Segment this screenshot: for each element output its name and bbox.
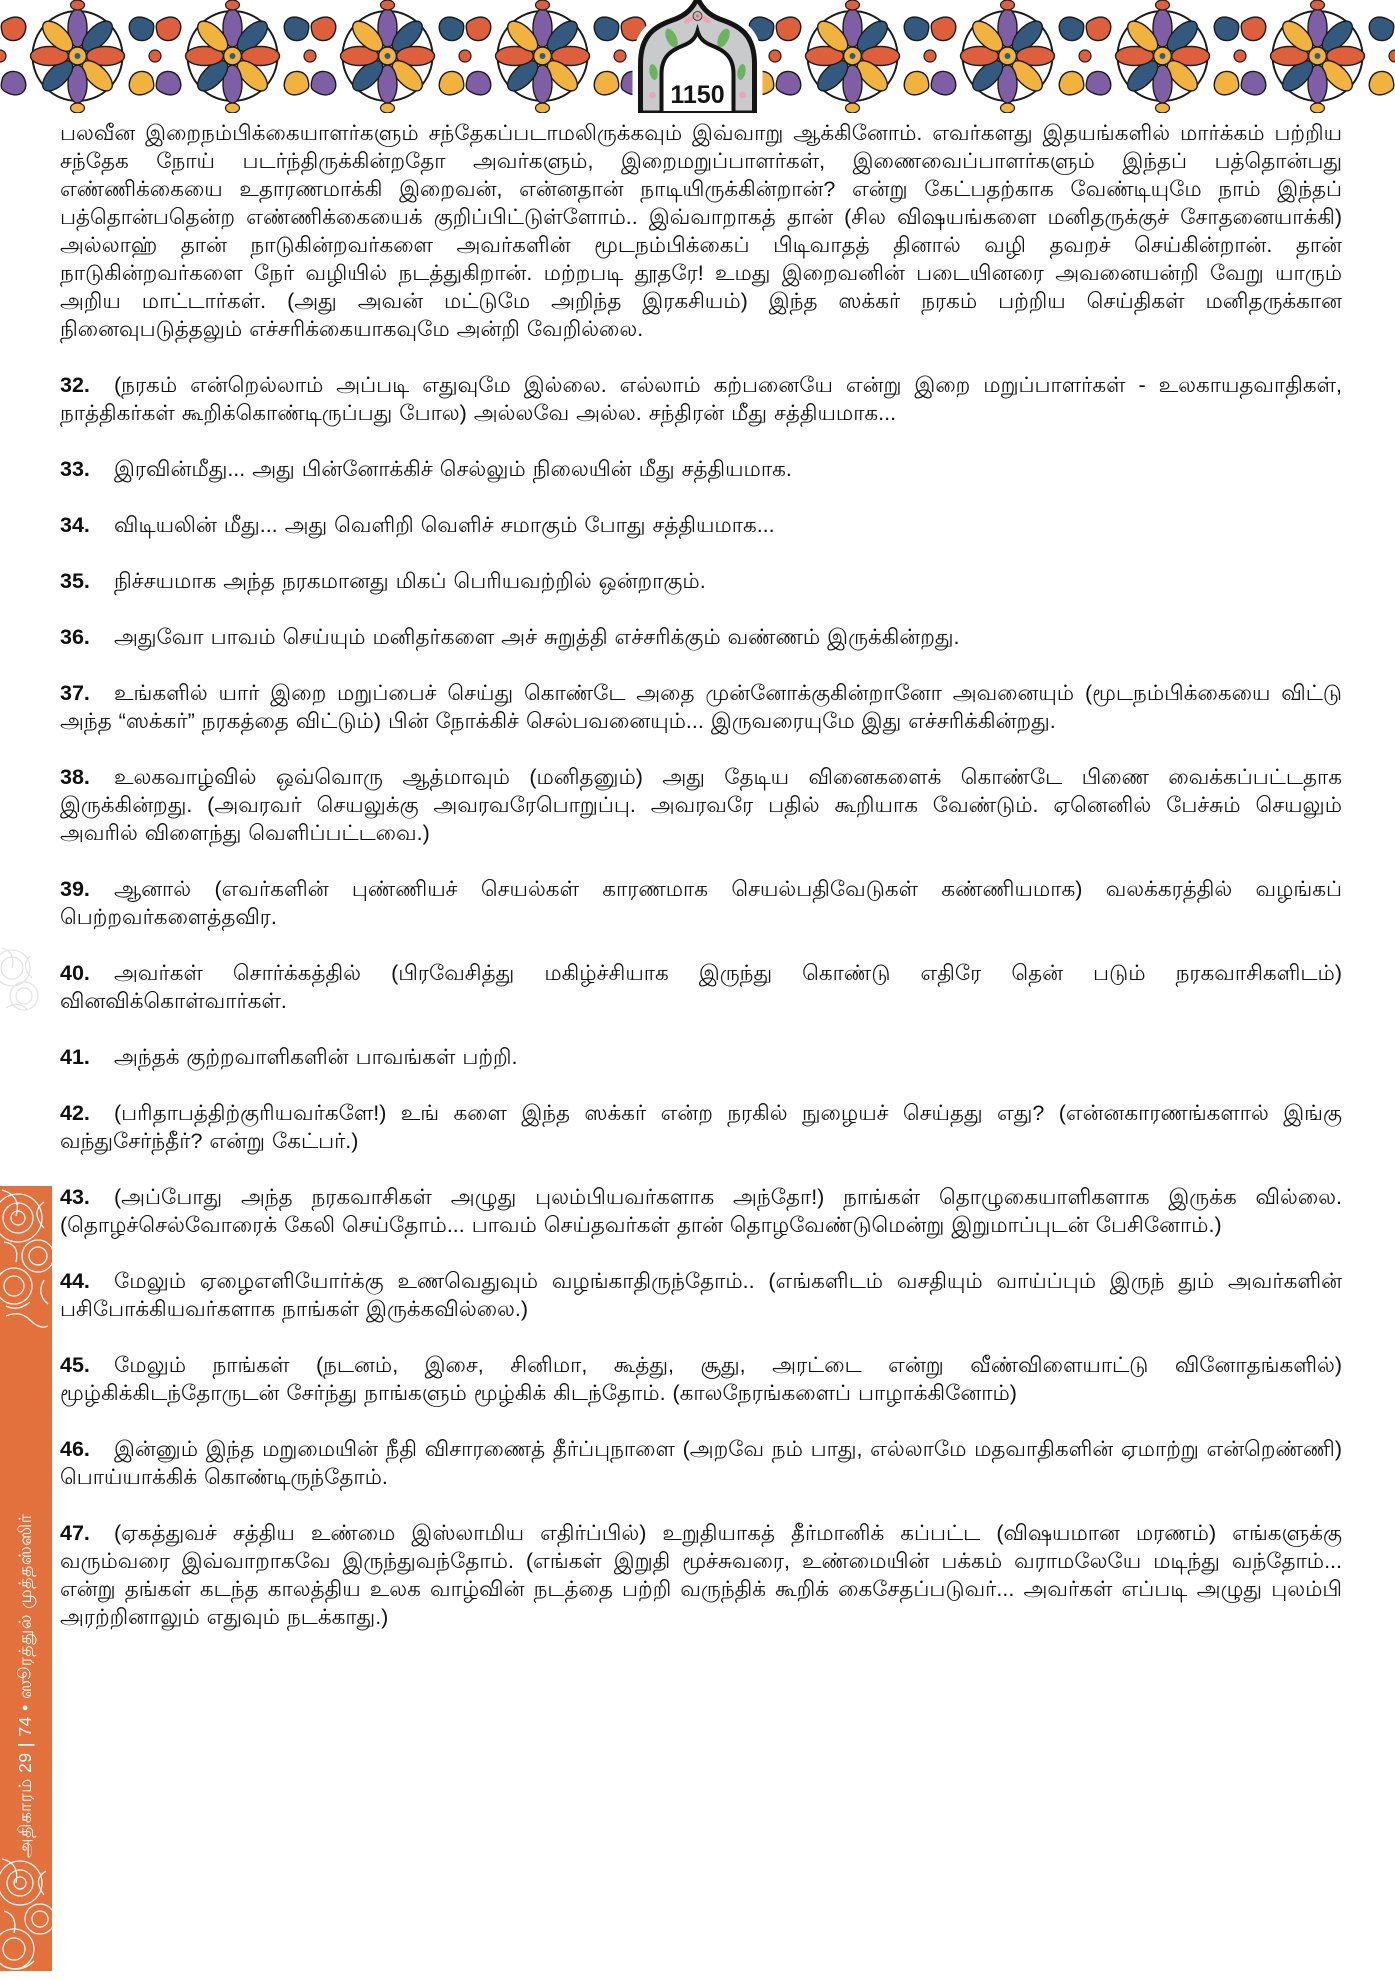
lace-ornament-top <box>0 1184 52 1334</box>
chapter-sidebar <box>0 1186 52 1971</box>
verse-text: அவர்கள் சொர்க்கத்தில் (பிரவேசித்து மகிழ்ச்சியாக இருந்து கொண்டு எதிரே தென் படும் நரகவாசிகளிடம்) வினவிக்கொள்வார்கள். <box>60 961 1342 1013</box>
verse-number: 40. <box>60 961 90 985</box>
verse-paragraph <box>60 1519 1342 1631</box>
verse-text: (ஏகத்துவச் சத்திய உண்மை இஸ்லாமிய எதிர்ப்பில்) உறுதியாகத் தீர்மானிக் கப்பட்ட (விஷயமான மரணம்) எங்களுக்கு வரும்வரை இவ்வாறாகவே இருந்துவந்தோம். (எங்கள் இறுதி மூச்சுவரை, உண்மையின் பக்கம் வராமலேயே மடிந்து வந்தோம்... என்று தங்கள் கடந்த காலத்திய உலக வாழ்வின் நடத்தை பற்றி வருந்திக் கூறிக் கைசேதப்படுவர்... அவர்கள் எப்படி அழுது புலம்பி அரற்றினாலும் எதுவும் நடக்காது.) <box>60 1521 1342 1629</box>
verse-number: 37. <box>60 681 90 705</box>
verse-text: விடியலின் மீது... அது வெளிறி வெளிச் சமாகும் போது சத்தியமாக... <box>114 513 775 537</box>
verse-text: மேலும் நாங்கள் (நடனம், இசை, சினிமா, கூத்து, சூது, அரட்டை என்று வீண்விளையாட்டு வினோதங்களில்) மூழ்கிக்கிடந்தோருடன் சேர்ந்து நாங்களும் மூழ்கிக் கிடந்தோம். (காலநேரங்களைப் பாழாக்கினோம்) <box>60 1353 1342 1405</box>
verse-number: 47. <box>60 1521 90 1545</box>
verse-paragraph <box>60 455 1342 483</box>
verse-text: அந்தக் குற்றவாளிகளின் பாவங்கள் பற்றி. <box>114 1045 518 1069</box>
verse-paragraph <box>60 1267 1342 1323</box>
verse-paragraph <box>60 567 1342 595</box>
chapter-label: அதிகாரம் 29 | 74 • ஸூரத்துல் முத்தஸ்ஸிர் <box>15 1513 35 1858</box>
verse-number: 35. <box>60 569 90 593</box>
verse-number: 46. <box>60 1437 90 1461</box>
verse-number: 43. <box>60 1185 90 1209</box>
verse-text: (பரிதாபத்திற்குரியவர்களே!) உங் களை இந்த ஸக்கர் என்ற நரகில் நுழையச் செய்தது எது? (என்னகாரணங்களால் இங்கு வந்துசேர்ந்தீர்? என்று கேட்பர்.) <box>60 1101 1342 1153</box>
verse-paragraph <box>60 1183 1342 1239</box>
verse-paragraph <box>60 511 1342 539</box>
verse-paragraph <box>60 875 1342 931</box>
verse-text: (நரகம் என்றெல்லாம் அப்படி எதுவுமே இல்லை. எல்லாம் கற்பனையே என்று இறை மறுப்பாளர்கள் - உலகாயதவாதிகள், நாத்திகர்கள் கூறிக்கொண்டிருப்பது போல) அல்லவே அல்ல. சந்திரன் மீது சத்தியமாக... <box>60 373 1342 425</box>
border-pattern-svg <box>0 0 1395 113</box>
verse-number: 44. <box>60 1269 90 1293</box>
faint-lace-ornament <box>0 938 44 1022</box>
verse-list <box>60 371 1342 1631</box>
verse-text: உங்களில் யார் இறை மறுப்பைச் செய்து கொண்டே அதை முன்னோக்குகின்றானோ அவனையும் (மூடநம்பிக்கையை விட்டு அந்த “ஸக்கர்” நரகத்தை விட்டும்) பின் நோக்கிச் செல்பவனையும்... இருவரையுமே இது எச்சரிக்கின்றது. <box>60 681 1342 733</box>
verse-number: 36. <box>60 625 90 649</box>
verse-text: ஆனால் (எவர்களின் புண்ணியச் செயல்கள் காரணமாக செயல்பதிவேடுகள் கண்ணியமாக) வலக்கரத்தில் வழங்கப் பெற்றவர்களைத்தவிர. <box>60 877 1342 929</box>
verse-paragraph <box>60 371 1342 427</box>
verse-paragraph <box>60 623 1342 651</box>
verse-number: 45. <box>60 1353 90 1377</box>
verse-text: இன்னும் இந்த மறுமையின் நீதி விசாரணைத் தீர்ப்புநாளை (அறவே நம் பாது, எல்லாமே மதவாதிகளின் ஏமாற்று என்றெண்ணி) பொய்யாக்கிக் கொண்டிருந்தோம். <box>60 1437 1342 1489</box>
verse-number: 41. <box>60 1045 90 1069</box>
verse-paragraph <box>60 1043 1342 1071</box>
verse-paragraph <box>60 679 1342 735</box>
verse-text: இரவின்மீது... அது பின்னோக்கிச் செல்லும் நிலையின் மீது சத்தியமாக. <box>114 457 792 481</box>
text-content <box>60 119 1342 1659</box>
verse-number: 38. <box>60 765 90 789</box>
verse-paragraph <box>60 1351 1342 1407</box>
lace-ornament-bottom <box>0 1849 52 1979</box>
verse-number: 34. <box>60 513 90 537</box>
verse-paragraph <box>60 959 1342 1015</box>
ornamental-border <box>0 0 1395 113</box>
verse-paragraph <box>60 1435 1342 1491</box>
verse-number: 33. <box>60 457 90 481</box>
page-number: 1150 <box>670 81 725 109</box>
intro-paragraph: பலவீன இறைநம்பிக்கையாளர்களும் சந்தேகப்படாமலிருக்கவும் இவ்வாறு ஆக்கினோம். எவர்களது இதயங்களில் மார்க்கம் பற்றிய சந்தேக நோய் படர்ந்திருக்கின்றதோ அவர்களும், இறைமறுப்பாளர்கள், இணைவைப்பாளர்களும் இந்தப் பத்தொன்பது எண்ணிக்கையை உதாரணமாக்கி இறைவன், என்னதான் நாடியிருக்கின்றான்? என்று கேட்பதற்காக வேண்டியுமே நாம் இந்தப் பத்தொன்பதென்ற எண்ணிக்கையைக் குறிப்பிட்டுள்ளோம்.. இவ்வாறாகத் தான் (சில விஷயங்களை மனிதருக்குச் சோதனையாக்கி) அல்லாஹ் தான் நாடுகின்றவர்களை அவர்களின் மூடநம்பிக்கைப் பிடிவாதத் தினால் வழி தவறச் செய்கின்றான். தான் நாடுகின்றவர்களை நேர் வழியில் நடத்துகிறான். மற்றபடி தூதரே! உமது இறைவனின் படையினரை அவனையன்றி வேறு யாரும் அறிய மாட்டார்கள். (அது அவன் மட்டுமே அறிந்த இரகசியம்) இந்த ஸக்கர் நரகம் பற்றிய செய்திகள் மனிதருக்கான நினைவுபடுத்தலும் எச்சரிக்கையாகவுமே அன்றி வேறில்லை. <box>60 121 1342 341</box>
verse-number: 39. <box>60 877 90 901</box>
verse-text: அதுவோ பாவம் செய்யும் மனிதர்களை அச் சுறுத்தி எச்சரிக்கும் வண்ணம் இருக்கின்றது. <box>114 625 960 649</box>
verse-number: 32. <box>60 373 90 397</box>
verse-paragraph <box>60 1099 1342 1155</box>
verse-text: (அப்போது அந்த நரகவாசிகள் அழுது புலம்பியவர்களாக அந்தோ!) நாங்கள் தொழுகையாளிகளாக இருக்க வில்லை. (தொழச்செல்வோரைக் கேலி செய்தோம்... பாவம் செய்தவர்கள் தான் தொழவேண்டுமென்று இறுமாப்புடன் பேசினோம்.) <box>60 1185 1342 1237</box>
verse-paragraph <box>60 763 1342 847</box>
verse-text: நிச்சயமாக அந்த நரகமானது மிகப் பெரியவற்றில் ஒன்றாகும். <box>114 569 706 593</box>
verse-number: 42. <box>60 1101 90 1125</box>
verse-text: உலகவாழ்வில் ஒவ்வொரு ஆத்மாவும் (மனிதனும்) அது தேடிய வினைகளைக் கொண்டே பிணை வைக்கப்பட்டதாக இருக்கின்றது. (அவரவர் செயலுக்கு அவரவரேபொறுப்பு. அவரவரே பதில் கூறியாக வேண்டும். ஏனெனில் பேச்சும் செயலும் அவரில் விளைந்து வெளிப்பட்டவை.) <box>60 765 1342 845</box>
verse-text: மேலும் ஏழைஎளியோர்க்கு உணவெதுவும் வழங்காதிருந்தோம்.. (எங்களிடம் வசதியும் வாய்ப்பும் இருந் தும் அவர்களின் பசிபோக்கியவர்களாக நாங்கள் இருக்கவில்லை.) <box>60 1269 1342 1321</box>
